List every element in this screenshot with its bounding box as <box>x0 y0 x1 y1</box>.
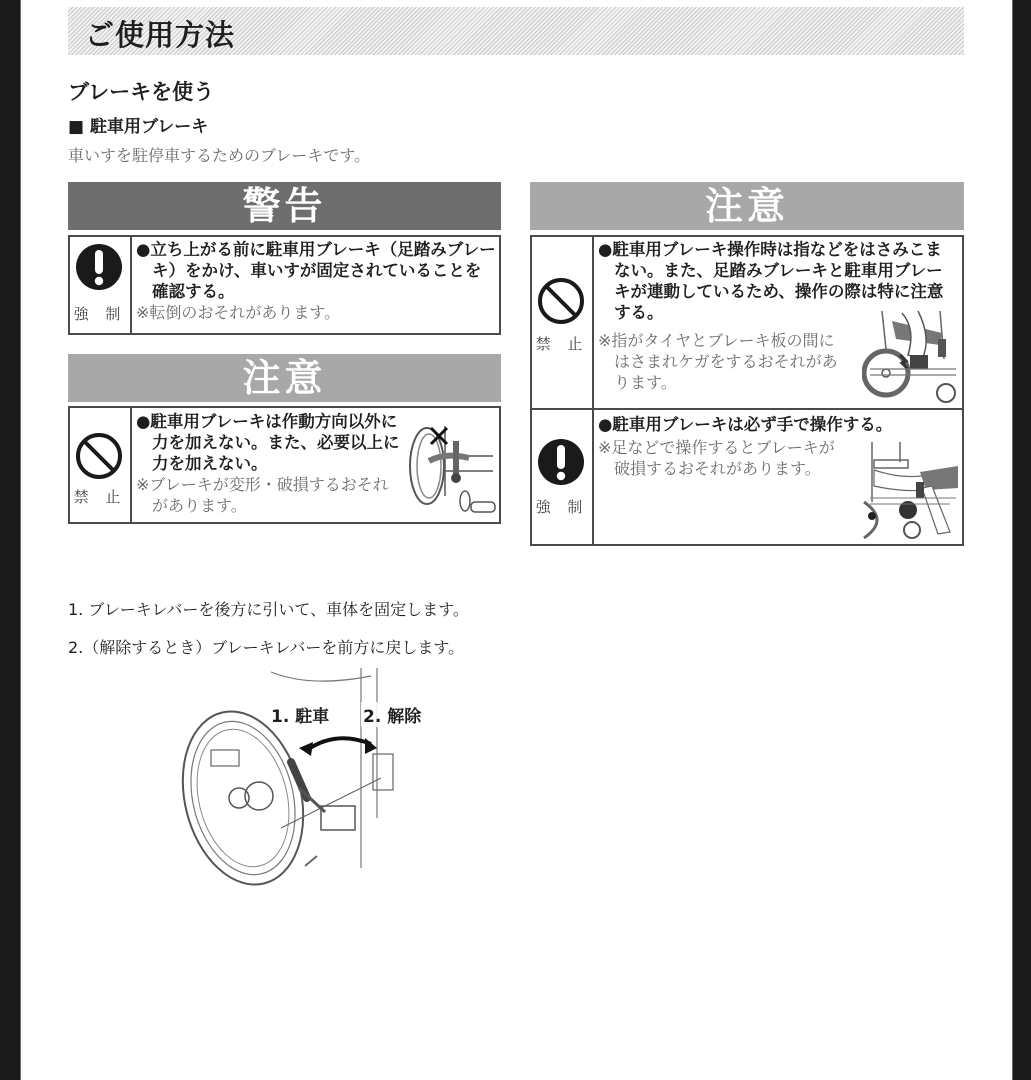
wheelchair-brake-misuse-illustration <box>405 416 497 516</box>
mandatory-icon <box>537 438 585 486</box>
caution-item-1 <box>532 237 962 408</box>
parking-brake-description: 車いすを駐停車するためのブレーキです。 <box>68 146 371 165</box>
symbol-label: 強 制 <box>73 305 127 323</box>
step-2: 2.（解除するとき）ブレーキレバーを前方に戻します。 <box>68 638 465 657</box>
caution-note: ※指がタイヤとブレーキ板の間にはさまれケガをするおそれがあります。 <box>598 331 838 392</box>
warning-bullet: ●立ち上がる前に駐車用ブレーキ（足踏みブレーキ）をかけ、車いすが固定されていることを確認する。 <box>136 240 496 301</box>
caution-bullet: ●駐車用ブレーキ操作時は指などをはさみこまない。また、足踏みブレーキと駐車用ブレーキが連動しているため、操作の際は特に注意する。 <box>598 240 944 322</box>
caution-item-2 <box>532 408 962 546</box>
caution-box-right <box>530 235 964 546</box>
label-park: 1. 駐車 <box>269 702 331 727</box>
caution-bullet: ●駐車用ブレーキは必ず手で操作する。 <box>598 415 893 434</box>
heading-use-brake: ブレーキを使う <box>68 80 215 104</box>
warning-banner: 警告 <box>68 182 501 230</box>
caution-banner-left: 注意 <box>68 354 501 402</box>
symbol-column <box>532 237 594 408</box>
symbol-label: 禁 止 <box>73 488 127 506</box>
symbol-column <box>70 408 132 522</box>
prohibition-icon <box>537 277 585 325</box>
symbol-label: 強 制 <box>535 498 589 516</box>
step-1: 1. ブレーキレバーを後方に引いて、車体を固定します。 <box>68 600 469 619</box>
caution-box-left <box>68 406 501 524</box>
warning-box <box>68 235 501 335</box>
finger-pinch-illustration <box>862 309 958 405</box>
symbol-column <box>70 237 132 333</box>
symbol-column <box>532 410 594 546</box>
caution-note: ※ブレーキが変形・破損するおそれがあります。 <box>136 475 389 515</box>
caution-bullet: ●駐車用ブレーキは作動方向以外に力を加えない。また、必要以上に力を加えない。 <box>136 412 400 473</box>
caution-note: ※足などで操作するとブレーキが破損するおそれがあります。 <box>598 438 835 478</box>
label-release: 2. 解除 <box>361 702 423 727</box>
subheading-parking-brake: ■ 駐車用ブレーキ <box>68 117 209 137</box>
manual-page <box>20 0 1013 1080</box>
warning-note: ※転倒のおそれがあります。 <box>136 303 341 322</box>
prohibition-icon <box>75 432 123 480</box>
brake-lever-diagram <box>181 668 431 890</box>
section-title-bar <box>68 7 964 55</box>
mandatory-icon <box>75 243 123 291</box>
section-title: ご使用方法 <box>85 18 236 52</box>
symbol-label: 禁 止 <box>535 335 589 353</box>
caution-banner-right: 注意 <box>530 182 964 230</box>
hand-operate-brake-illustration <box>860 442 960 542</box>
